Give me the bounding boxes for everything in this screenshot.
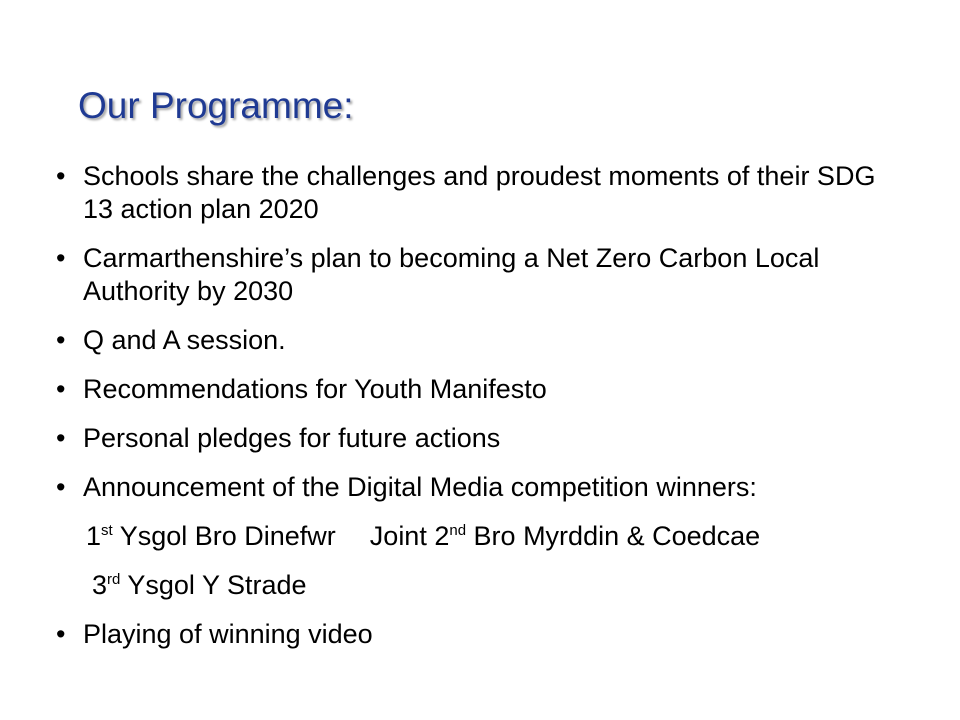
third-place-ordinal: 3 bbox=[92, 570, 108, 600]
bullet-text: Personal pledges for future actions bbox=[83, 423, 501, 453]
third-place-name: Ysgol Y Strade bbox=[120, 570, 307, 600]
bullet-dot: • bbox=[56, 161, 66, 191]
second-place-name: Bro Myrddin & Coedcae bbox=[466, 521, 761, 551]
bullet-text: Playing of winning video bbox=[83, 619, 373, 649]
bullet-dot: • bbox=[56, 423, 66, 453]
bullet-item bbox=[52, 373, 912, 406]
bullet-item bbox=[52, 242, 912, 308]
bullet-text: Announcement of the Digital Media competition winners: bbox=[83, 472, 757, 502]
bullet-dot: • bbox=[56, 472, 66, 502]
winners-line-first-second bbox=[52, 520, 912, 553]
first-place-ordinal: 1 bbox=[86, 521, 102, 551]
bullet-dot: • bbox=[56, 243, 66, 273]
bullet-text: Q and A session. bbox=[83, 325, 286, 355]
bullet-dot: • bbox=[56, 325, 66, 355]
bullet-item bbox=[52, 471, 912, 504]
bullet-text: Carmarthenshire’s plan to becoming a Net Zero Carbon Local Authority by 2030 bbox=[83, 243, 820, 306]
second-place-prefix: Joint 2 bbox=[369, 521, 450, 551]
first-place-suffix: st bbox=[101, 522, 113, 539]
first-place-name: Ysgol Bro Dinefwr bbox=[112, 521, 336, 551]
bullet-text: Schools share the challenges and proudest moments of their SDG 13 action plan 2020 bbox=[83, 161, 876, 224]
second-place-suffix: nd bbox=[449, 522, 467, 539]
bullet-dot: • bbox=[56, 619, 66, 649]
bullet-item bbox=[52, 160, 912, 226]
bullet-list bbox=[52, 160, 912, 667]
winners-line-third bbox=[52, 569, 912, 602]
third-place-suffix: rd bbox=[107, 571, 121, 588]
bullet-dot: • bbox=[56, 374, 66, 404]
bullet-item bbox=[52, 422, 912, 455]
bullet-text: Recommendations for Youth Manifesto bbox=[83, 374, 547, 404]
bullet-item bbox=[52, 324, 912, 357]
bullet-item bbox=[52, 618, 912, 651]
slide-title: Our Programme: bbox=[78, 85, 354, 126]
